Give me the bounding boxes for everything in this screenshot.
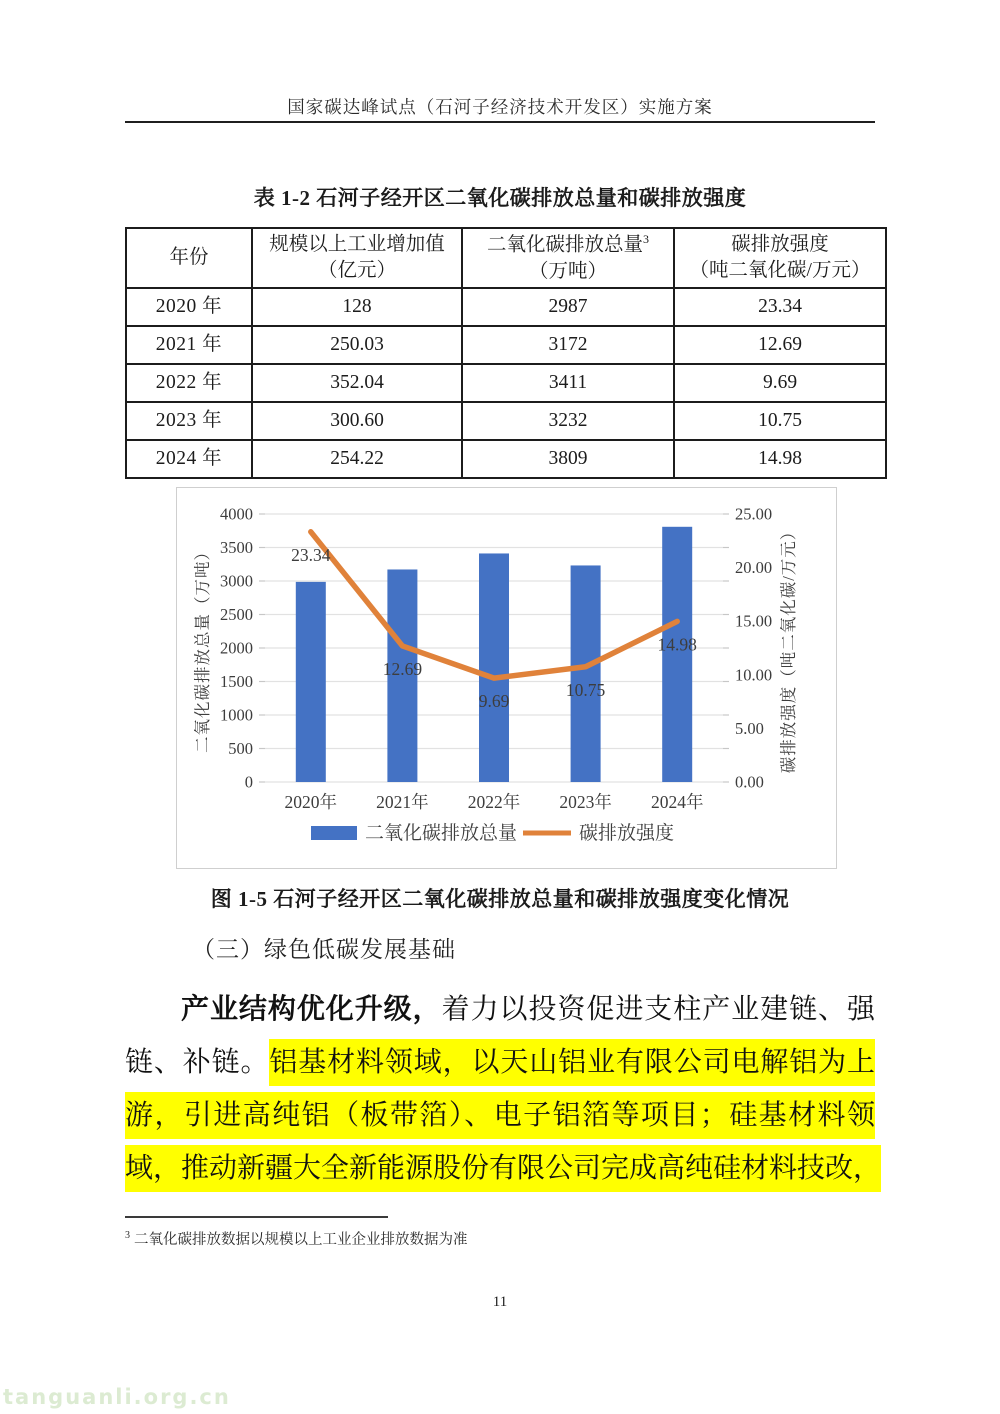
- bar-line-chart-svg: [177, 488, 836, 867]
- table-header-cell: 二氧化碳排放总量$^3$ （万吨）: [462, 228, 674, 288]
- header-divider: [125, 121, 875, 123]
- bar-2023年: [571, 565, 601, 782]
- table-cell: 9.69: [674, 364, 886, 402]
- x-axis-label: 2021年: [376, 792, 429, 812]
- table-cell: 2021 年: [126, 326, 252, 364]
- page-header-title: 国家碳达峰试点（石河子经济技术开发区）实施方案: [287, 97, 713, 117]
- right-axis-tick-label: 25.00: [735, 504, 773, 524]
- page-number: 11: [492, 1294, 508, 1310]
- right-axis-tick-label: 0.00: [735, 772, 764, 792]
- footnote-divider: [125, 1216, 388, 1218]
- table-cell: 3232: [462, 402, 674, 440]
- figure-caption: 图 1-5 石河子经开区二氧化碳排放总量和碳排放强度变化情况: [210, 887, 790, 911]
- data-label: 9.69: [478, 691, 510, 712]
- table-title: 表 1-2 石河子经开区二氧化碳排放总量和碳排放强度: [253, 186, 747, 210]
- table-cell: 12.69: [674, 326, 886, 364]
- table-cell: 128: [252, 288, 462, 326]
- legend-bar-swatch: [311, 826, 357, 840]
- paragraph-line: [125, 1089, 875, 1142]
- table-cell: 3411: [462, 364, 674, 402]
- table-cell: 2023 年: [126, 402, 252, 440]
- table-row: [126, 364, 886, 402]
- right-axis-title: 碳排放强度（吨二氧化碳/万元）: [779, 522, 798, 774]
- paragraph-segment: 产业结构优化升级，: [181, 994, 442, 1025]
- paragraph-line: [125, 983, 875, 1036]
- left-axis-tick-label: 0: [244, 772, 253, 792]
- table-cell: 2024 年: [126, 440, 252, 478]
- footnote-marker: 3: [125, 1230, 130, 1242]
- table-header-cell: 年份: [126, 228, 252, 288]
- chart-container: [176, 487, 837, 869]
- table-header-row: [126, 228, 886, 288]
- table-cell: 3172: [462, 326, 674, 364]
- legend-label-bar: 二氧化碳排放总量: [365, 823, 518, 844]
- table-cell: 300.60: [252, 402, 462, 440]
- paragraph-segment: 着力以投资促进支柱产业建链、强: [441, 994, 875, 1025]
- section-heading: （三）绿色低碳发展基础: [192, 937, 456, 962]
- legend-label-line: 碳排放强度: [579, 823, 675, 844]
- table-row: [126, 288, 886, 326]
- table-cell: 2020 年: [126, 288, 252, 326]
- data-label: 12.69: [382, 658, 423, 679]
- table-cell: 250.03: [252, 326, 462, 364]
- table-header-cell: 规模以上工业增加值 （亿元）: [252, 228, 462, 288]
- highlighted-text: 游，引进高纯铝（板带箔）、电子铝箔等项目；硅基材料领: [125, 1092, 875, 1139]
- table-cell: 254.22: [252, 440, 462, 478]
- right-axis-tick-label: 10.00: [735, 665, 773, 685]
- left-axis-tick-label: 4000: [220, 504, 253, 524]
- left-axis-tick-label: 3500: [220, 538, 253, 557]
- left-axis-title: 二氧化碳排放总量（万吨）: [193, 543, 212, 753]
- highlighted-text: 铝基材料领域，以天山铝业有限公司电解铝为上: [269, 1039, 875, 1086]
- right-axis-tick-label: 20.00: [735, 558, 773, 578]
- highlighted-text: 域，推动新疆大全新能源股份有限公司完成高纯硅材料技改，: [125, 1145, 881, 1192]
- x-axis-label: 2020年: [284, 792, 338, 812]
- table-header-cell: 碳排放强度 （吨二氧化碳/万元）: [674, 228, 886, 288]
- x-axis-label: 2023年: [559, 792, 612, 812]
- table-head: [126, 228, 886, 288]
- data-label: 14.98: [657, 634, 697, 655]
- emissions-table: [125, 227, 887, 479]
- paragraph-line: [125, 1036, 875, 1089]
- right-axis-tick-label: 15.00: [735, 611, 773, 631]
- left-axis-tick-label: 3000: [220, 571, 253, 591]
- table-row: [126, 440, 886, 478]
- left-axis-tick-label: 500: [228, 739, 253, 758]
- table-body: [126, 288, 886, 478]
- body-paragraph: [125, 983, 882, 1195]
- x-axis-label: 2022年: [467, 792, 521, 812]
- bar-2020年: [296, 582, 326, 782]
- table-cell: 2022 年: [126, 364, 252, 402]
- table-cell: 10.75: [674, 402, 886, 440]
- table-cell: 2987: [462, 288, 674, 326]
- left-axis-tick-label: 1000: [220, 705, 253, 725]
- paragraph-line: [125, 1142, 882, 1195]
- bar-2022年: [479, 553, 509, 782]
- left-axis-tick-label: 1500: [220, 672, 253, 691]
- x-axis-label: 2024年: [650, 792, 704, 812]
- left-axis-tick-label: 2000: [220, 638, 253, 658]
- footnote: [125, 1228, 875, 1249]
- table-cell: 14.98: [674, 440, 886, 478]
- data-label: 23.34: [291, 544, 331, 565]
- data-label: 10.75: [565, 679, 606, 700]
- paragraph-segment: 链、补链。: [125, 1047, 270, 1078]
- table-cell: 352.04: [252, 364, 462, 402]
- table-row: [126, 402, 886, 440]
- footnote-text: 二氧化碳排放数据以规模以上工业企业排放数据为准: [134, 1232, 468, 1248]
- right-axis-tick-label: 5.00: [735, 718, 764, 738]
- table-cell: 3809: [462, 440, 674, 478]
- left-axis-tick-label: 2500: [220, 605, 253, 624]
- watermark: tanguanli.org.cn: [3, 1385, 231, 1409]
- table-row: [126, 326, 886, 364]
- table-cell: 23.34: [674, 288, 886, 326]
